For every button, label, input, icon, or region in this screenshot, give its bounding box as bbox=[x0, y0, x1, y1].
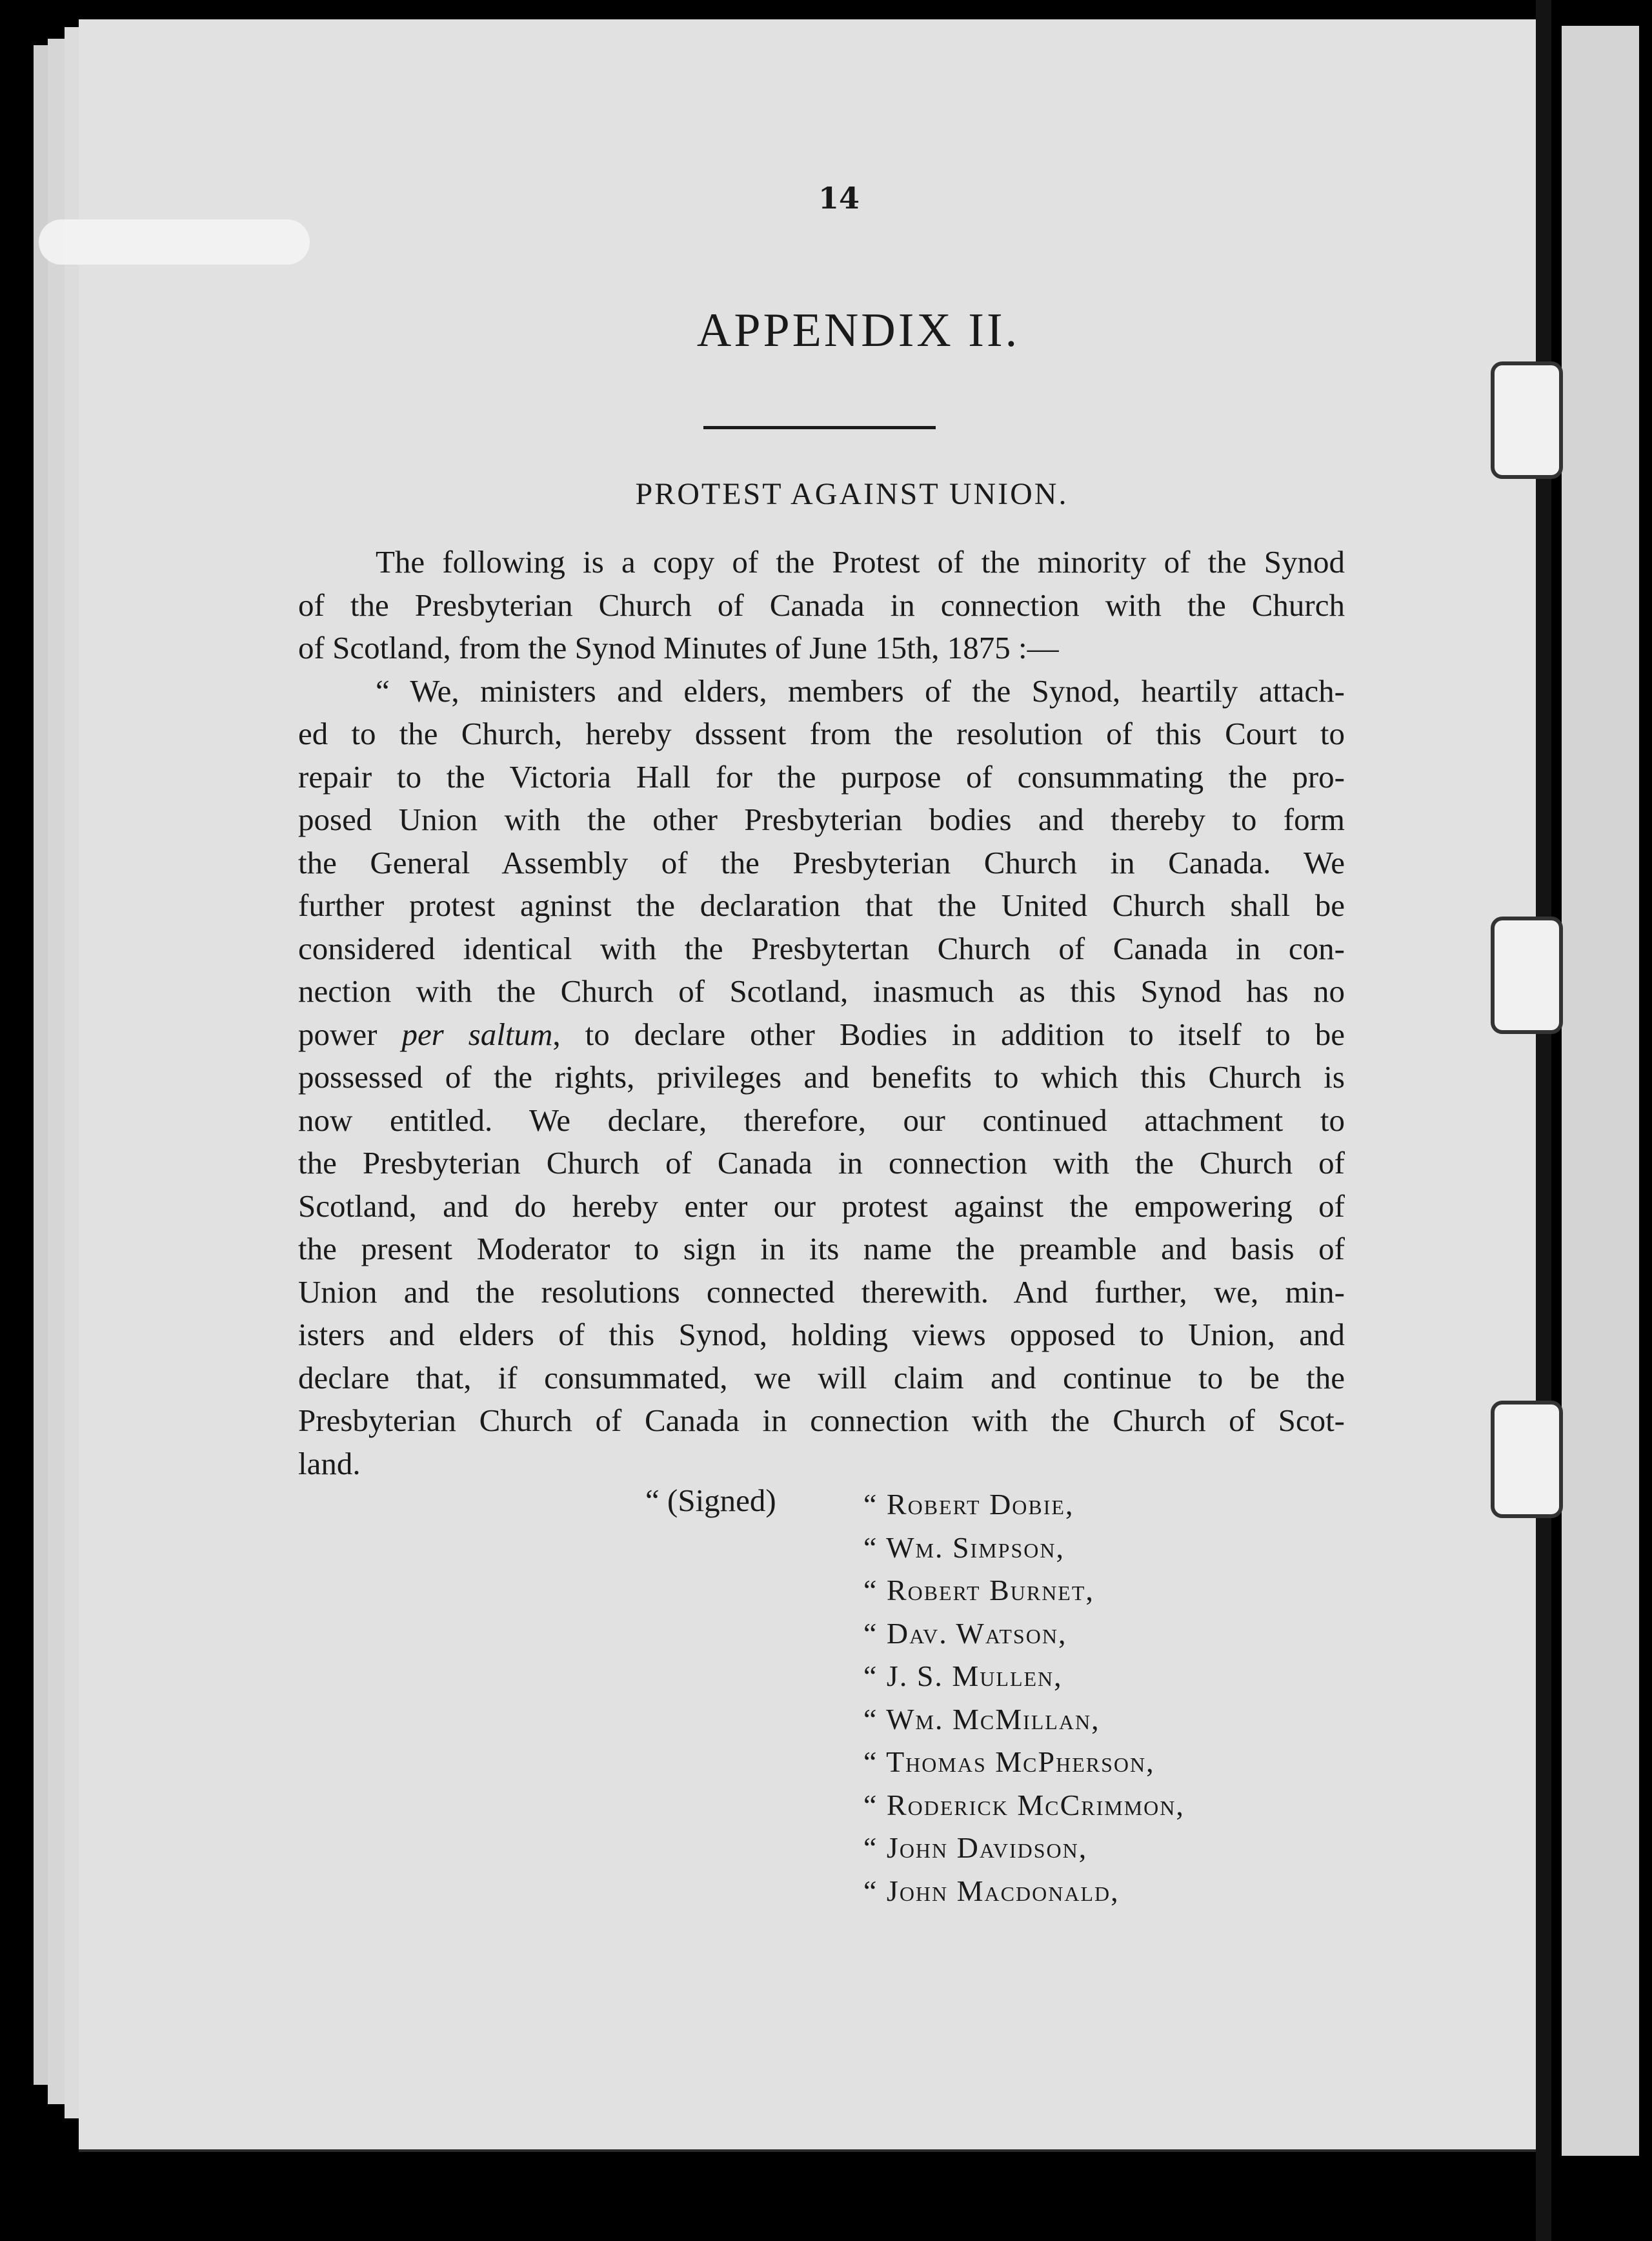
section-heading: PROTEST AGAINST UNION. bbox=[635, 477, 1069, 511]
signatory-name: “ Thomas McPherson, bbox=[863, 1745, 1155, 1778]
signatory-name: “ Dav. Watson, bbox=[863, 1616, 1067, 1650]
text-line: Presbyterian Church of Canada in connection with the Church of Scot- bbox=[298, 1403, 1345, 1438]
text-line: “ We, ministers and elders, members of the Synod, heartily attach- bbox=[376, 673, 1345, 709]
signatory-name: “ John Macdonald, bbox=[863, 1874, 1120, 1907]
signatory-name: “ Wm. McMillan, bbox=[863, 1702, 1100, 1736]
text-line: The following is a copy of the Protest of the minority of the Synod bbox=[376, 544, 1345, 580]
text-segment: power bbox=[298, 1016, 402, 1052]
signed-label: “ (Signed) bbox=[645, 1483, 776, 1518]
text-line: Scotland, and do hereby enter our protest against the empowering of bbox=[298, 1188, 1345, 1224]
text-line: of the Presbyterian Church of Canada in connection with the Church bbox=[298, 587, 1345, 623]
text-line: the present Moderator to sign in its name the preamble and basis of bbox=[298, 1231, 1345, 1266]
text-line: the General Assembly of the Presbyterian Church in Canada. We bbox=[298, 844, 1345, 880]
signatory-name: “ Roderick McCrimmon, bbox=[863, 1788, 1185, 1821]
text-line: isters and elders of this Synod, holding views opposed to Union, and bbox=[298, 1317, 1345, 1352]
signatory-name: “ Wm. Simpson, bbox=[863, 1530, 1065, 1564]
text-line: declare that, if consummated, we will claim and continue to be the bbox=[298, 1359, 1345, 1395]
signatory-name: “ Robert Dobie, bbox=[863, 1488, 1074, 1521]
text-line: further protest agninst the declaration that the United Church shall be bbox=[298, 887, 1345, 923]
text-line: ed to the Church, hereby dsssent from the resolution of this Court to bbox=[298, 716, 1345, 751]
signatory-list bbox=[863, 1483, 1185, 1912]
title-divider bbox=[703, 426, 936, 429]
text-line: the Presbyterian Church of Canada in connection with the Church of bbox=[298, 1145, 1345, 1181]
text-line bbox=[298, 1013, 1345, 1057]
signatory-name: “ John Davidson, bbox=[863, 1831, 1088, 1864]
text-line: now entitled. We declare, therefore, our continued attachment to bbox=[298, 1102, 1345, 1138]
italic-phrase: per saltum bbox=[401, 1016, 553, 1052]
text-line: repair to the Victoria Hall for the purpose of consummating the pro- bbox=[298, 758, 1345, 795]
signatory-name: “ J. S. Mullen, bbox=[863, 1659, 1063, 1692]
text-line: considered identical with the Presbytertan Church of Canada in con- bbox=[298, 930, 1345, 966]
page-number: 14 bbox=[818, 181, 860, 216]
text-line: posed Union with the other Presbyterian bodies and thereby to form bbox=[298, 802, 1345, 837]
text-line: possessed of the rights, privileges and benefits to which this Church is bbox=[298, 1059, 1345, 1095]
text-segment: , to declare other Bodies in addition to itself to be bbox=[552, 1016, 1345, 1052]
text-line: nection with the Church of Scotland, inasmuch as this Synod has no bbox=[298, 973, 1345, 1009]
text-line: of Scotland, from the Synod Minutes of June 15th, 1875 :— bbox=[298, 630, 1059, 665]
text-line: Union and the resolutions connected therewith. And further, we, min- bbox=[298, 1273, 1345, 1310]
signatory-name: “ Robert Burnet, bbox=[863, 1574, 1094, 1607]
appendix-title: APPENDIX II. bbox=[696, 304, 1020, 357]
protest-body-text bbox=[298, 541, 1345, 1485]
text-line: land. bbox=[298, 1445, 361, 1481]
